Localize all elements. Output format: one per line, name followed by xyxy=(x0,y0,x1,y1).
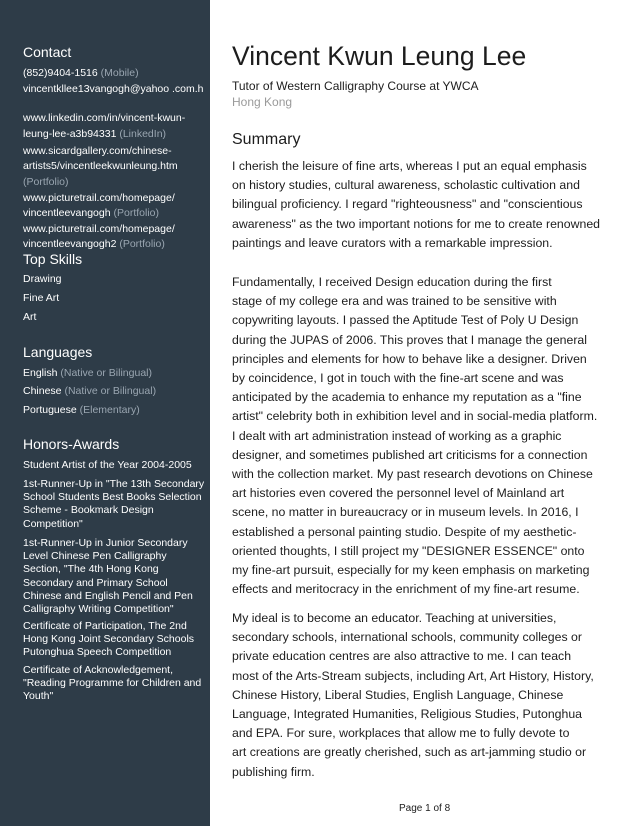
paragraph-line: publishing firm. xyxy=(232,764,315,779)
contact-text: (852)9404-1516 xyxy=(23,67,98,79)
skill-item: Drawing xyxy=(23,273,62,285)
contact-line xyxy=(23,222,175,236)
paragraph-line: My ideal is to become an educator. Teaching at universities, xyxy=(232,611,557,625)
paragraph-line: I cherish the leisure of fine arts, whereas I put an equal emphasis xyxy=(232,159,587,173)
paragraph-line: principles and elements for how to behave like a designer. Driven xyxy=(232,351,587,366)
paragraph-line: my fine-art pursuit, especially for my keen emphasis on marketing xyxy=(232,563,590,578)
paragraph-line: with the collection market. My past research devotions on Chinese xyxy=(232,467,593,482)
skills-title: Top Skills xyxy=(23,251,83,267)
contact-title: Contact xyxy=(23,44,72,60)
contact-text: vincentkllee13vangogh@yahoo .com.h xyxy=(23,83,204,95)
contact-note: (LinkedIn) xyxy=(116,128,167,140)
award-item: Certificate of Acknowledgement, "Reading Programme for Children and Youth" xyxy=(23,664,202,703)
contact-line xyxy=(23,237,165,251)
language-item xyxy=(23,384,156,398)
paragraph-line: awareness" as the two important notions for me to create renowned xyxy=(232,216,600,231)
paragraph-line: stage of my college era and was trained to be sensitive with xyxy=(232,294,557,309)
paragraph-line: copywriting layouts. I passed the Aptitude Test of Poly U Design xyxy=(232,313,579,328)
contact-line xyxy=(23,111,185,125)
contact-text: vincentleevangogh xyxy=(23,207,111,219)
contact-note: (Portfolio) xyxy=(116,238,165,250)
summary-paragraph xyxy=(232,609,594,782)
contact-line xyxy=(23,144,172,158)
summary-paragraph xyxy=(232,273,597,599)
paragraph-line: during the JUPAS of 2006. This proves that I manage the general xyxy=(232,332,588,347)
awards-title: Honors-Awards xyxy=(23,436,120,452)
paragraph-line: established a personal painting studio. Despite of my aesthetic- xyxy=(232,524,577,539)
language-name: Portuguese xyxy=(23,404,77,416)
skill-item: Art xyxy=(23,311,37,323)
language-level: (Elementary) xyxy=(76,404,140,416)
paragraph-line: by coincidence, I got in touch with the fine-art scene and was xyxy=(232,371,564,386)
paragraph-line: secondary schools, international schools, community colleges or xyxy=(232,630,582,645)
paragraph-line: paintings and leave curators with a remarkable impression. xyxy=(232,235,553,250)
award-item: 1st-Runner-Up in "The 13th Secondary School Students Best Books Selection Scheme - Bookmark Design Competition" xyxy=(23,478,205,530)
contact-text: leung-lee-a3b94331 xyxy=(23,128,117,140)
contact-text: www.linkedin.com/in/vincent-kwun- xyxy=(23,112,186,124)
award-item: Student Artist of the Year 2004-2005 xyxy=(23,459,192,471)
paragraph-line: and EPA. For sure, workplaces that allow me to fully devote to xyxy=(232,726,570,741)
contact-text: www.picturetrail.com/homepage/ xyxy=(23,223,175,235)
paragraph-line: designer, and sometimes published art criticisms for a connection xyxy=(232,447,588,462)
paragraph-line: oriented thoughts, I still project my "DESIGNER ESSENCE" onto xyxy=(232,543,585,558)
paragraph-line: art creations are greatly cherished, such as art-jamming studio or xyxy=(232,745,587,760)
contact-text: vincentleevangogh2 xyxy=(23,238,117,250)
contact-line xyxy=(23,159,178,173)
paragraph-line: Fundamentally, I received Design education during the first xyxy=(232,275,552,289)
contact-line xyxy=(23,191,175,205)
paragraph-line: on history studies, cultural awareness, scholastic cultivation and xyxy=(232,178,580,193)
contact-line xyxy=(23,66,139,80)
contact-note: (Mobile) xyxy=(97,67,139,79)
contact-note: (Portfolio) xyxy=(23,176,69,188)
language-name: Chinese xyxy=(23,385,62,397)
language-item xyxy=(23,366,152,380)
summary-paragraph xyxy=(232,157,600,253)
paragraph-line: artist" celebrity both in exhibition level and in social-media platform. xyxy=(232,409,598,424)
award-item: Certificate of Participation, The 2nd Hong Kong Joint Secondary Schools Putonghua Speech Competition xyxy=(23,620,195,659)
languages-title: Languages xyxy=(23,344,93,360)
contact-note: (Portfolio) xyxy=(110,207,160,219)
profile-headline: Tutor of Western Calligraphy Course at YWCA xyxy=(232,79,479,93)
paragraph-line: effects and meritocracy in the enrichment of my fine-art resume. xyxy=(232,582,580,597)
summary-title: Summary xyxy=(232,131,301,148)
language-item xyxy=(23,403,140,417)
sidebar xyxy=(0,0,210,826)
contact-line xyxy=(23,206,159,220)
language-level: (Native or Bilingual) xyxy=(61,385,157,397)
paragraph-line: most of the Arts-Stream subjects, including Art, Art History, History, xyxy=(232,668,594,683)
paragraph-line: I dealt with art administration instead of working as a graphic xyxy=(232,428,562,443)
profile-name: Vincent Kwun Leung Lee xyxy=(232,41,527,71)
paragraph-line: private education centres are also attractive to me. I can teach xyxy=(232,649,572,664)
award-item: 1st-Runner-Up in Junior Secondary Level Chinese Pen Calligraphy Section, "The 4th Hong Kong Secondary and Primary School Chinese and English Pencil and Pen Calligraphy Writing Competition" xyxy=(23,537,193,616)
contact-line xyxy=(23,82,204,96)
contact-line xyxy=(23,175,69,189)
paragraph-line: anticipated by the academia to enhance my reputation as a "fine xyxy=(232,390,582,405)
paragraph-line: scene, no matter in bureaucracy or in museum levels. In 2016, I xyxy=(232,505,579,520)
contact-text: artists5/vincentleekwunleung.htm xyxy=(23,160,178,172)
paragraph-line: art histories even covered the personnel level of Mainland art xyxy=(232,486,565,501)
page-number: Page 1 of 8 xyxy=(399,803,451,814)
paragraph-line: bilingual proficiency. I regard "righteousness" and "conscientious xyxy=(232,197,583,212)
paragraph-line: Language, Integrated Humanities, Religious Studies, Putonghua xyxy=(232,707,583,722)
language-level: (Native or Bilingual) xyxy=(57,367,152,379)
profile-location: Hong Kong xyxy=(232,95,293,109)
contact-line xyxy=(23,127,166,141)
language-name: English xyxy=(23,367,58,379)
paragraph-line: Chinese History, Liberal Studies, English Language, Chinese xyxy=(232,687,564,702)
contact-text: www.picturetrail.com/homepage/ xyxy=(23,192,175,204)
contact-text: www.sicardgallery.com/chinese- xyxy=(23,145,172,157)
skill-item: Fine Art xyxy=(23,292,60,304)
